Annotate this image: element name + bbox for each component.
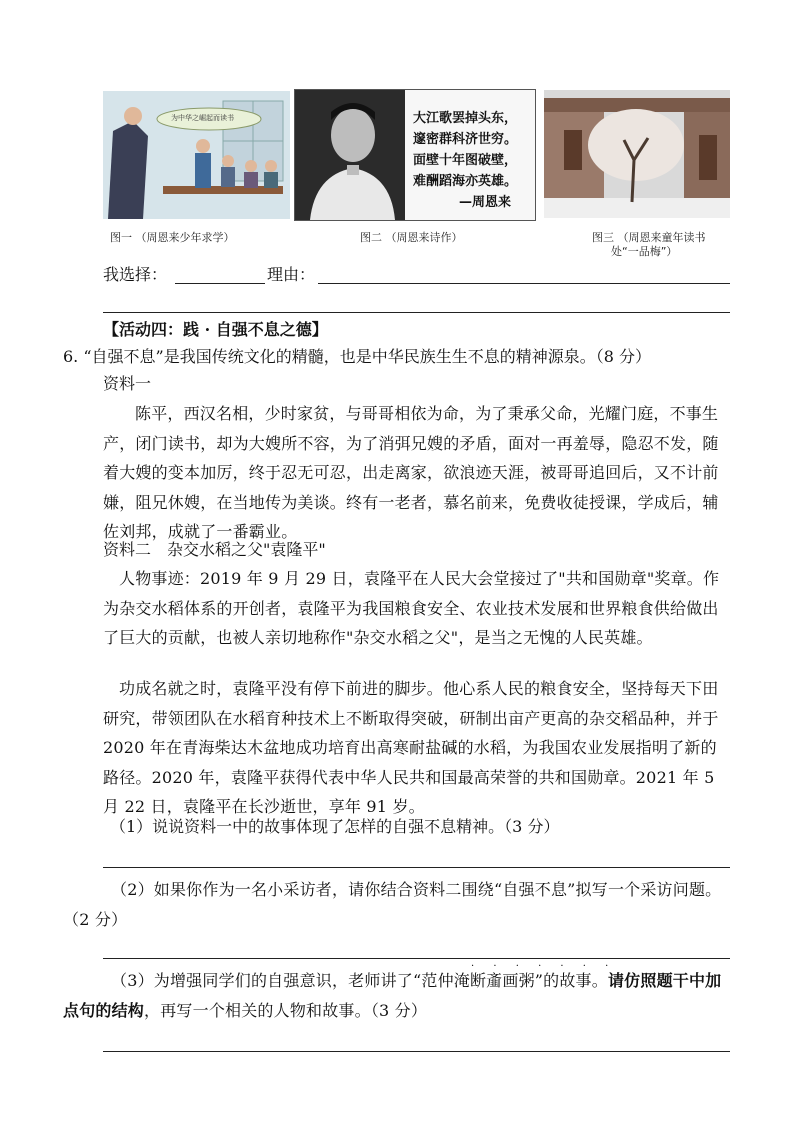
figure-1-image [103,91,290,219]
figure-3-image [544,90,730,218]
reason-blank-2[interactable] [103,312,730,313]
material-2-paragraph-2: 功成名就之时，袁隆平没有停下前进的脚步。他心系人民的粮食安全，坚持每天下田研究，带领团队在水稻育种技术上不断取得突破，研制出亩产更高的杂交稻品种，并于 2020 年在青海柴达木盆地成功培育出高寒耐盐碱的水稻，为我国农业发展指明了新的路径。2020 年，袁隆平获得代表中华人民共和国最高荣誉的共和国勋章。2021 年 5 月 22 日，袁隆平在长沙逝世，享年 91 岁。 [103,679,719,816]
figure-1-illustration [103,91,290,219]
figure-3-caption-line1: 图三 （周恩来童年读书 [592,231,706,244]
sub-question-3-post: ，再写一个相关的人物和故事。（3 分） [144,1000,428,1020]
poem-line-3: 面壁十年图破壁， [413,153,518,168]
plum-tree-courtyard [544,90,730,218]
emphasis-dots: · · · · · · · [471,961,617,972]
poem-author: —周恩来 [459,195,512,210]
sub-question-1: （1）说说资料一中的故事体现了怎样的自强不息精神。（3 分） [110,817,560,836]
choice-blank[interactable] [175,283,265,284]
portrait-photo [295,90,405,220]
reason-blank[interactable] [318,283,730,284]
poem-line-1: 大江歌罢掉头东， [413,111,518,126]
figure-2-image [294,89,536,221]
sub-question-3 [63,966,730,1025]
reason-label: 理由： [267,265,316,284]
sub-question-3-bold: 请仿照题干中加点句的结构 [63,971,722,1020]
material-2-paragraph-1: 人物事迹：2019 年 9 月 29 日，袁隆平在人民大会堂接过了"共和国勋章"奖章。作为杂交水稻体系的开创者，袁隆平为我国粮食安全、农业技术发展和世界粮食供给做出了巨大的贡献，也被人亲切地称作"杂交水稻之父"，是当之无愧的人民英雄。 [103,569,720,647]
dotted-phrase: 范仲淹断齑画粥 [421,971,535,990]
figure-2-caption: 图二 （周恩来诗作） [360,231,463,244]
figure-1-banner: 为中华之崛起而读书 [171,114,234,122]
poem-line-2: 邃密群科济世穷。 [413,132,518,147]
sub-question-3-pre: （3）为增强同学们的自强意识，老师讲了“ [111,971,422,990]
question-6-stem: 6. “自强不息”是我国传统文化的精髓，也是中华民族生生不息的精神源泉。（8 分） [63,347,651,366]
sub-question-3-mid: ”的故事。 [534,971,608,990]
choice-label: 我选择： [103,265,168,284]
figure-1-caption: 图一 （周恩来少年求学） [110,231,235,244]
answer-line-2[interactable] [103,958,730,959]
answer-line-3[interactable] [103,1051,730,1052]
material-1-text: 陈平，西汉名相，少时家贫，与哥哥相依为命，为了秉承父命，光耀门庭，不事生产，闭门读书，却为大嫂所不容，为了消弭兄嫂的矛盾，面对一再羞辱，隐忍不发，随着大嫂的变本加厉，终于忍无可忍，出走离家，欲浪迹天涯，被哥哥追回后，又不计前嫌，阻兄休嫂，在当地传为美谈。终有一老者，慕名前来，免费收徒授课，学成后，辅佐刘邦，成就了一番霸业。 [103,404,719,541]
figure-3-caption-line2: 处“一品梅”） [611,245,678,258]
material-2-title: 资料二 杂交水稻之父"袁隆平" [103,540,326,559]
activity-4-title: 【活动四：践 · 自强不息之德】 [103,320,328,339]
material-1-title: 资料一 [103,374,152,393]
answer-line-1[interactable] [103,867,730,868]
sub-question-2: （2）如果你作为一名小采访者，请你结合资料二围绕“自强不息”拟写一个采访问题。（2 分） [63,880,722,929]
poem-line-4: 难酬蹈海亦英雄。 [413,174,518,189]
